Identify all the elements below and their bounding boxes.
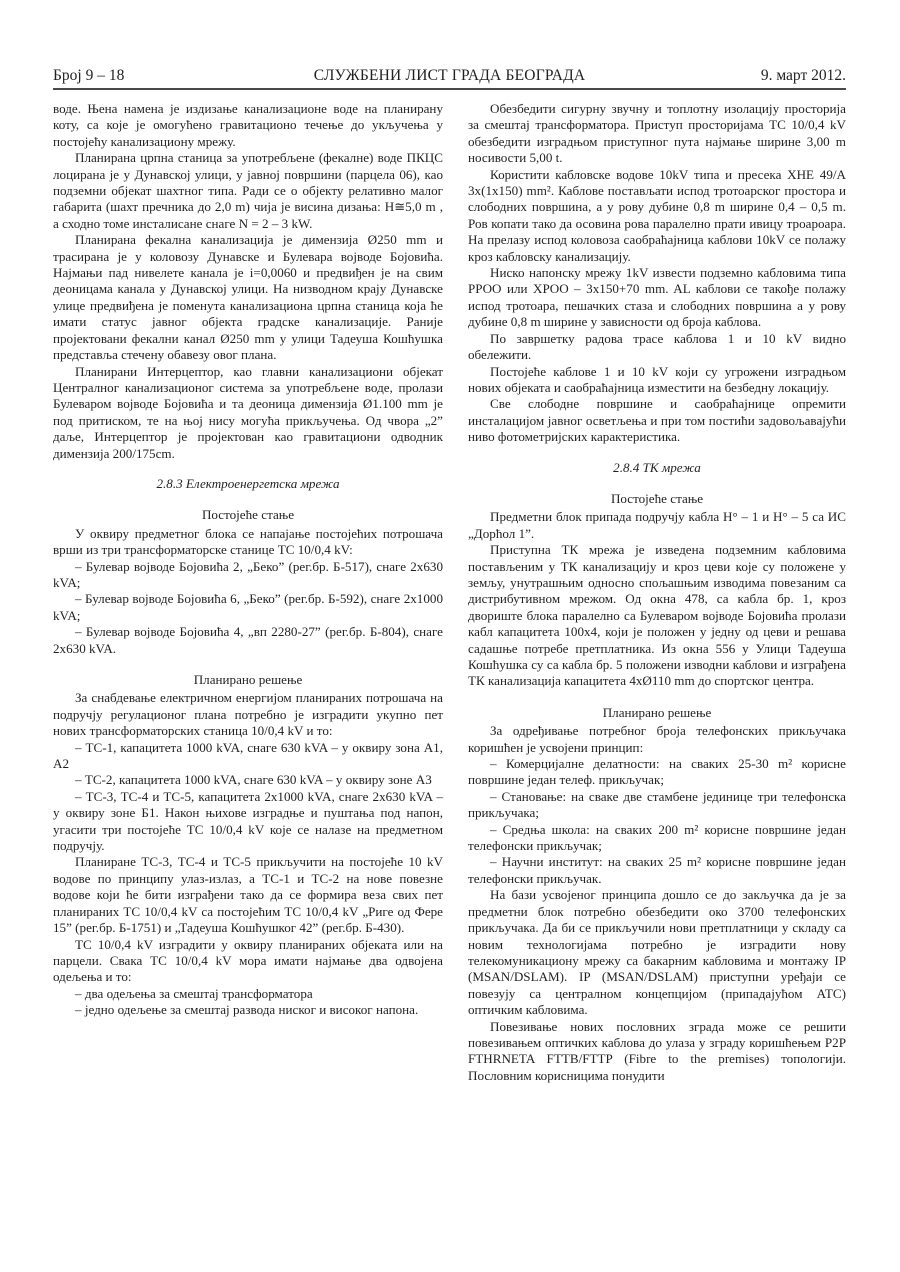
paragraph: Повезивање нових пословних зграда може се решити повезивањем оптичких каблова до улаза у зграду коришћењем P2P FTHRNETA FTTB/FTTP (Fibre to the premises) топологији. Пословним корисницима понудити [468,1018,846,1083]
section-heading-2-8-3: 2.8.3 Електроенергетска мрежа [156,475,340,491]
paragraph: Предметни блок припада подручју кабла H° – 1 и H° – 5 са ИС „Дорћол 1”. [468,509,846,541]
paragraph: Планиране ТС-3, ТС-4 и ТС-5 прикључити на постојеће 10 kV водове по принципу улаз-излаз, а ТС-1 и ТС-2 на нове повезне водове који ће бити изграђени тако да се формира веза свих пет планираних ТС 10/0,4 kV са постојећим ТС 10/0,4 kV „Риге од Фере 15” (рег.бр. Б-1751) и „Тадеуша Кошћушког 42” (рег.бр. Б-430). [53,854,443,936]
paragraph: Постојеће каблове 1 и 10 kV који су угрожени изградњом нових објеката и саобраћајница изместити на безбедну локацију. [468,363,846,395]
list-item: – ТС-3, ТС-4 и ТС-5, капацитета 2x1000 kVA, снаге 2x630 kVA – у оквиру зоне Б1. Након њихове изградње и пуштања под напон, угасити три постојеће ТС 10/0,4 kV које се налазе на предметном подручју. [53,788,443,854]
subheading-planned-solution: Планирано решење [193,672,303,687]
left-column [53,101,443,1019]
list-item: – Булевар војводе Бојовића 2, „Беко” (рег.бр. Б-517), снаге 2x630 kVA; [53,558,443,590]
section-heading-2-8-4: 2.8.4 ТК мрежа [613,459,701,475]
subheading-existing-state: Постојеће стање [201,507,295,523]
right-column [468,101,846,1084]
paragraph: На бази усвојеног принципа дошло се до закључка да је за предметни блок потребно обезбедити око 3700 телефонских прикључака. Да би се прикључили нови претплатници у складу са новим технологијама потребно је изградити нову телекомуникациону мрежу са бакарним кабловима и монтажу IP (MSAN/DSLAM). IP (MSAN/DSLAM) приступни уређаји се повезују са централном концепцијом (припадајућом АТС) оптичким кабловима. [468,887,846,1018]
list-item: – Булевар војводе Бојовића 6, „Беко” (рег.бр. Б-592), снаге 2x1000 kVA; [53,591,443,623]
paragraph: ТС 10/0,4 kV изградити у оквиру планираних објеката или на парцели. Свака ТС 10/0,4 kV мора имати најмање два одвојена одељења и то: [53,936,443,985]
paragraph: Ниско напонску мрежу 1kV извести подземно кабловима типа PPOO или XPOO – 3x150+70 mm. AL каблови се такође полажу испод тротоара, пешачких стаза и слободних површина а у рову дубине 0,8 m ширине у зависности од броја каблова. [468,265,846,330]
list-item: – једно одељење за смештај развода ниског и високог напона. [75,1002,419,1018]
paragraph: Планирана фекална канализација је димензија Ø250 mm и трасирана је у коловозу Дунавске и Булевара војводе Бојовића. Најмањи пад нивелете канала је i=0,0060 и предвиђен је на свим деоницама канала у Дунавској улици. На низводном крају Дунавске улице предвиђена је поменута канализациона црпна станица која ће имати статус јавног објекта градске канализације. Раније пројектовани фекални канал Ø250 mm у улици Тадеуша Кошћушка представља стечену обавезу овог плана. [53,232,443,363]
paragraph: За одређивање потребног броја телефонских прикључака коришћен је усвојени принцип: [468,723,846,755]
list-item: – Комерцијалне делатности: на сваких 25-30 m² корисне површине један телеф. прикључак; [468,756,846,788]
publication-title: СЛУЖБЕНИ ЛИСТ ГРАДА БЕОГРАДА [313,67,586,84]
paragraph: Обезбедити сигурну звучну и топлотну изолацију просторија за смештај трансформатора. Приступ просторијама ТС 10/0,4 kV обезбедити изградњом приступног пута најмање ширине 3,00 m носивости 5,00 t. [468,101,846,166]
page-header [53,66,846,90]
paragraph: Планирани Интерцептор, као главни канализациони објекат Централног канализационог система за употребљене воде, пролази Булеваром војводе Бојовића и та деоница димензија Ø1.100 mm је под притиском, те на њој нису могућа прикључења. Од чвора „2” даље, Интерцептор је пројектован као гравитациони одводник димензија 200/175cm. [53,363,443,461]
paragraph: Приступна ТК мрежа је изведена подземним кабловима постављеним у ТК канализацију и кроз цеви које су положене у земљу, унутрашњим односно спољашњим изводима повезаним са дистрибутивном мрежом. Од окна 478, са кабла бр. 1, кроз двориште блока паралелно са Булеваром војводе Бојовића пролази кабл капацитета 100x4, који је положен у једну од цеви и решава садашње потребе претплатника. Из окна 556 у Улици Тадеуша Кошћушка су са кабла бр. 5 положени изводни каблови и изграђена ТК канализација капацитета 4xØ110 mm до спортског центра. [468,542,846,689]
subheading-planned-solution: Планирано решење [602,704,712,720]
list-item: – Научни институт: на сваких 25 m² корисне површине један телефонски прикључак. [468,854,846,886]
list-item: – ТС-1, капацитета 1000 kVA, снаге 630 kVA – у оквиру зона А1, А2 [53,739,443,772]
list-item: – Средња школа: на сваких 200 m² корисне површине један телефонски прикључак; [468,821,846,854]
list-item: – Булевар војводе Бојовића 4, „вп 2280-27” (рег.бр. Б-804), снаге 2x630 kVA. [53,624,443,656]
issue-date: 9. март 2012. [760,67,846,84]
paragraph: Користити кабловске водове 10kV типа и пресека XHE 49/A 3x(1x150) mm². Каблове постављати испод тротоарског простора и слободних површина, а у рову дубине 0,8 m ширине 0,4 – 0,5 m. Ров копати тако да осовина рова паралелно прати ивицу троароара. На прелазу испод коловоза саобраћајница каблови 10kV се полажу кроз кабловску канализацију. [468,166,846,264]
paragraph: По завршетку радова трасе каблова 1 и 10 kV видно обележити. [468,330,846,363]
issue-number: Број 9 – 18 [53,67,125,84]
paragraph: У оквиру предметног блока се напајање постојећих потрошача врши из три трансформаторске станице ТС 10/0,4 kV: [53,525,443,558]
subheading-existing-state: Постојеће стање [610,490,704,506]
paragraph: Све слободне површине и саобраћајнице опремити инсталацијом јавног осветљења и при том постићи задовољавајући ниво фотометријских карактеристика. [468,396,846,445]
paragraph: За снабдевање електричном енергијом планираних потрошача на подручју регулационог плана потребно је изградити укупно пет нових трансформаторских станица 10/0,4 kV и то: [53,690,443,739]
list-item: – Становање: на сваке две стамбене јединице три телефонска прикључака; [468,788,846,821]
paragraph: Планирана црпна станица за употребљене (фекалне) воде ПКЦС лоцирана је у Дунавској улици, у јавној површини (парцела 06), као подземни објекат шахтног типа. Ради се о објекту релативно малог габарита (шахт пречника до 2,0 m) чија је висина дизања: H≅5,0 m , а сходно томе инсталисане снаге N = 2 – 3 kW. [53,150,443,231]
list-item: – ТС-2, капацитета 1000 kVA, снаге 630 kVA – у оквиру зоне А3 [75,772,432,788]
list-item: – два одељења за смештај трансформатора [75,985,313,1001]
paragraph: воде. Њена намена је издизање канализационе воде на планирану коту, са које је омогућено гравитационо течење до укључења у постојећу канализациону мрежу. [53,101,443,149]
